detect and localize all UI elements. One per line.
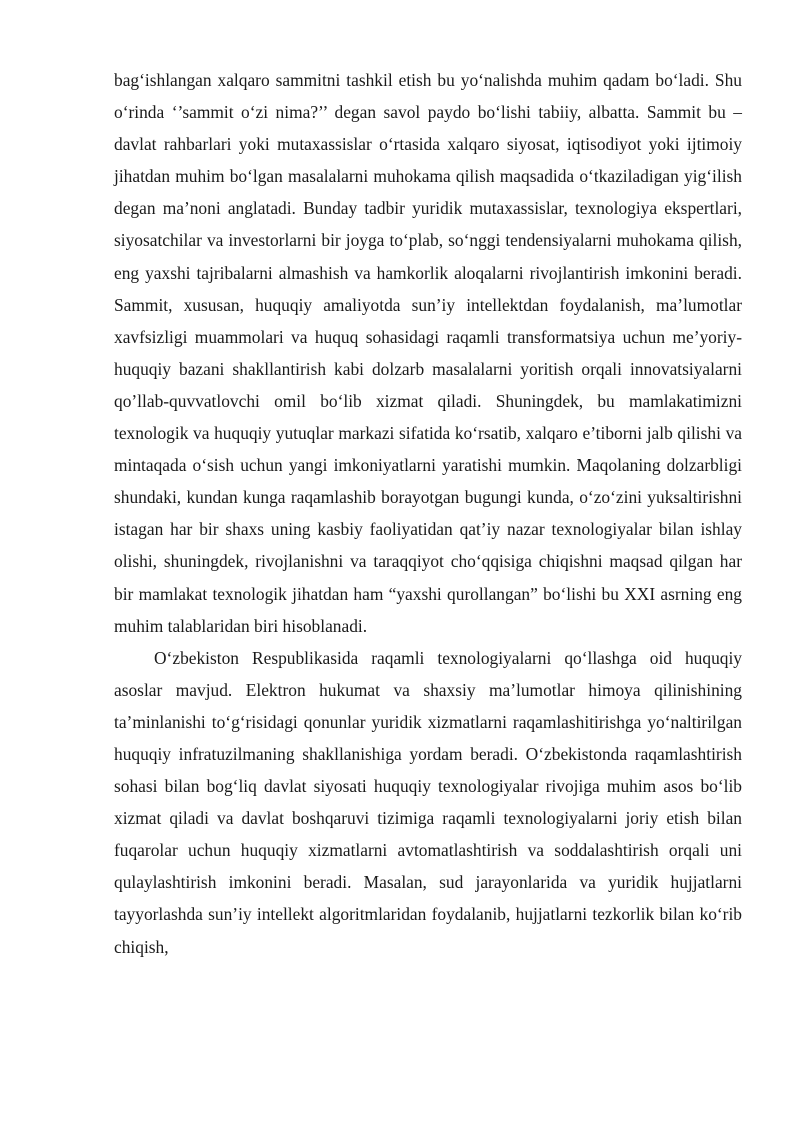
body-paragraph-2: O‘zbekiston Respublikasida raqamli texnologiyalarni qo‘llashga oid huquqiy asoslar mavjud. Elektron hukumat va shaxsiy ma’lumotlar himoya qilinishining ta’minlanishi to‘g‘risidagi qonunlar yuridik xizmatlarni raqamlashitirishga yo‘naltirilgan huquqiy infratuzilmaning shakllanishiga yordam beradi. O‘zbekistonda raqamlashtirish sohasi bilan bog‘liq davlat siyosati huquqiy texnologiyalar rivojiga muhim asos bo‘lib xizmat qiladi va davlat boshqaruvi tizimiga raqamli texnologiyalarni joriy etish bilan fuqarolar uchun huquqiy xizmatlarni avtomatlashtirish va soddalashtirish orqali uni qulaylashtirish imkonini beradi. Masalan, sud jarayonlarida va yuridik hujjatlarni tayyorlashda sun’iy intellekt algoritmlaridan foydalanib, hujjatlarni tezkorlik bilan ko‘rib chiqish,: [114, 647, 742, 957]
body-paragraph-1: bag‘ishlangan xalqaro sammitni tashkil etish bu yo‘nalishda muhim qadam bo‘ladi. Shu o‘rinda ‘’sammit o‘zi nima?’’ degan savol paydo bo‘lishi tabiiy, albatta. Sammit bu – davlat rahbarlari yoki mutaxassislar o‘rtasida xalqaro siyosat, iqtisodiyot yoki ijtimoiy jihatdan muhim bo‘lgan masalalarni muhokama qilish maqsadida o‘tkaziladigan yig‘ilish degan ma’noni anglatadi. Bunday tadbir yuridik mutaxassislar, texnologiya ekspertlari, siyosatchilar va investorlarni bir joyga to‘plab, so‘nggi tendensiyalarni muhokama qilish, eng yaxshi tajribalarni almashish va hamkorlik aloqalarni rivojlantirish imkonini beradi. Sammit, xususan, huquqiy amaliyotda sun’iy intellektdan foydalanish, ma’lumotlar xavfsizligi muammolari va huquq sohasidagi raqamli transformatsiya uchun me’yoriy-huquqiy bazani shakllantirish kabi dolzarb masalalarni yoritish orqali innovatsiyalarni qo’llab-quvvatlovchi omil bo‘lib xizmat qiladi. Shuningdek, bu mamlakatimizni texnologik va huquqiy yutuqlar markazi sifatida ko‘rsatib, xalqaro e’tiborni jalb qilishi va mintaqada o‘sish uchun yangi imkoniyatlarni yaratishi mumkin. Maqolaning dolzarbligi shundaki, kundan kunga raqamlashib borayotgan bugungi kunda, o‘zo‘zini yuksaltirishni istagan har bir shaxs uning kasbiy faoliyatidan qat’iy nazar texnologiyalar bilan ishlay olishi, shuningdek, rivojlanishni va taraqqiyot cho‘qqisiga chiqishni maqsad qilgan har bir mamlakat texnologik jihatdan ham “yaxshi qurollangan” bo‘lishi bu XXI asrning eng muhim talablaridan biri hisoblanadi.: [114, 70, 742, 636]
document-page: [114, 64, 742, 963]
